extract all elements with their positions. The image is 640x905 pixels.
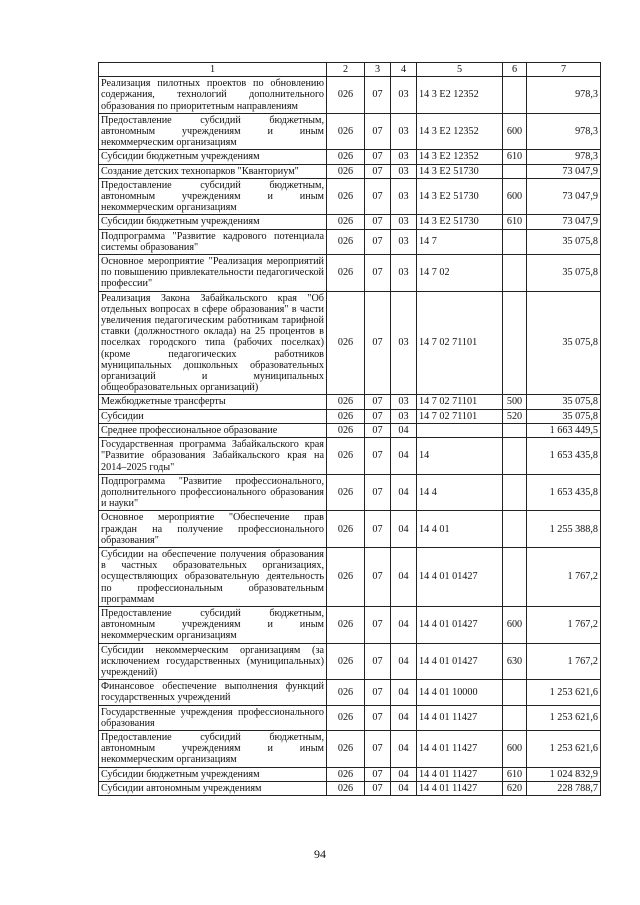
row-subsection: 04 <box>391 781 417 795</box>
row-section: 07 <box>365 77 391 114</box>
row-subsection: 04 <box>391 680 417 705</box>
row-amount: 73 047,9 <box>527 164 601 178</box>
row-section: 07 <box>365 511 391 548</box>
table-header-row <box>99 63 601 77</box>
row-target-article: 14 7 02 71101 <box>417 409 503 423</box>
row-section: 07 <box>365 680 391 705</box>
row-admin-code: 026 <box>327 178 365 215</box>
row-expense-type <box>503 705 527 730</box>
row-expense-type <box>503 77 527 114</box>
row-subsection: 04 <box>391 423 417 437</box>
row-amount: 1 663 449,5 <box>527 423 601 437</box>
row-section: 07 <box>365 215 391 229</box>
row-subsection: 04 <box>391 643 417 680</box>
row-expense-type: 600 <box>503 113 527 150</box>
row-expense-type: 600 <box>503 730 527 767</box>
row-target-article: 14 7 02 71101 <box>417 291 503 395</box>
row-amount: 1 255 388,8 <box>527 511 601 548</box>
row-name: Основное мероприятие "Обеспечение прав граждан на получение профессионального образования" <box>99 511 327 548</box>
row-amount: 35 075,8 <box>527 255 601 292</box>
row-section: 07 <box>365 255 391 292</box>
row-subsection: 03 <box>391 215 417 229</box>
table-row <box>99 178 601 215</box>
row-admin-code: 026 <box>327 705 365 730</box>
row-amount: 978,3 <box>527 77 601 114</box>
row-section: 07 <box>365 643 391 680</box>
row-section: 07 <box>365 781 391 795</box>
table-row <box>99 705 601 730</box>
table-row <box>99 767 601 781</box>
header-cell: 3 <box>365 63 391 77</box>
row-target-article: 14 3 Е2 51730 <box>417 164 503 178</box>
table-body <box>99 77 601 796</box>
row-subsection: 04 <box>391 474 417 511</box>
row-expense-type: 500 <box>503 395 527 409</box>
row-admin-code: 026 <box>327 395 365 409</box>
row-name: Субсидии некоммерческим организациям (за исключением государственных (муниципальных) учреждений) <box>99 643 327 680</box>
row-target-article: 14 4 01 10000 <box>417 680 503 705</box>
row-target-article: 14 4 01 01427 <box>417 606 503 643</box>
row-amount: 35 075,8 <box>527 395 601 409</box>
row-section: 07 <box>365 438 391 475</box>
table-row <box>99 229 601 254</box>
header-cell: 4 <box>391 63 417 77</box>
row-name: Предоставление субсидий бюджетным, автономным учреждениям и иным некоммерческим организациям <box>99 606 327 643</box>
row-admin-code: 026 <box>327 113 365 150</box>
row-admin-code: 026 <box>327 730 365 767</box>
header-cell: 1 <box>99 63 327 77</box>
row-name: Основное мероприятие "Реализация мероприятий по повышению привлекательности педагогической профессии" <box>99 255 327 292</box>
table-row <box>99 113 601 150</box>
table-row <box>99 150 601 164</box>
row-subsection: 04 <box>391 730 417 767</box>
row-target-article: 14 3 Е2 12352 <box>417 113 503 150</box>
row-expense-type: 600 <box>503 606 527 643</box>
table-row <box>99 474 601 511</box>
row-admin-code: 026 <box>327 229 365 254</box>
table-row <box>99 781 601 795</box>
table-row <box>99 255 601 292</box>
row-subsection: 04 <box>391 438 417 475</box>
row-section: 07 <box>365 730 391 767</box>
row-name: Реализация пилотных проектов по обновлению содержания, технологий дополнительного образования по приоритетным направлениям <box>99 77 327 114</box>
row-name: Финансовое обеспечение выполнения функций государственных учреждений <box>99 680 327 705</box>
table-row <box>99 215 601 229</box>
row-amount: 1 653 435,8 <box>527 438 601 475</box>
row-expense-type <box>503 511 527 548</box>
row-expense-type <box>503 438 527 475</box>
row-subsection: 04 <box>391 547 417 606</box>
row-subsection: 03 <box>391 395 417 409</box>
row-admin-code: 026 <box>327 255 365 292</box>
row-expense-type <box>503 680 527 705</box>
row-name: Субсидии <box>99 409 327 423</box>
row-amount: 1 653 435,8 <box>527 474 601 511</box>
row-expense-type: 610 <box>503 150 527 164</box>
row-subsection: 04 <box>391 606 417 643</box>
table-row <box>99 291 601 395</box>
row-section: 07 <box>365 423 391 437</box>
budget-table <box>98 62 601 796</box>
row-section: 07 <box>365 291 391 395</box>
row-name: Реализация Закона Забайкальского края "Об отдельных вопросах в сфере образования" в части увеличения педагогическим работникам тарифной ставки (должностного оклада) на 25 процентов в поселках городского типа (рабочих поселках) (кроме педагогических работников муниципальных дошкольных образовательных организаций и муниципальных общеобразовательных организаций) <box>99 291 327 395</box>
row-amount: 35 075,8 <box>527 291 601 395</box>
row-section: 07 <box>365 474 391 511</box>
row-expense-type <box>503 474 527 511</box>
row-subsection: 03 <box>391 113 417 150</box>
row-section: 07 <box>365 164 391 178</box>
row-target-article: 14 4 01 11427 <box>417 767 503 781</box>
row-subsection: 03 <box>391 291 417 395</box>
row-admin-code: 026 <box>327 680 365 705</box>
row-admin-code: 026 <box>327 409 365 423</box>
row-subsection: 03 <box>391 409 417 423</box>
row-subsection: 03 <box>391 255 417 292</box>
row-admin-code: 026 <box>327 643 365 680</box>
row-amount: 978,3 <box>527 113 601 150</box>
row-admin-code: 026 <box>327 767 365 781</box>
row-target-article: 14 3 Е2 51730 <box>417 215 503 229</box>
table-row <box>99 680 601 705</box>
row-section: 07 <box>365 229 391 254</box>
row-target-article: 14 3 Е2 12352 <box>417 77 503 114</box>
row-name: Субсидии бюджетным учреждениям <box>99 215 327 229</box>
row-amount: 1 024 832,9 <box>527 767 601 781</box>
page-number: 94 <box>314 847 326 861</box>
row-amount: 1 253 621,6 <box>527 680 601 705</box>
row-admin-code: 026 <box>327 438 365 475</box>
row-expense-type: 630 <box>503 643 527 680</box>
row-amount: 73 047,9 <box>527 215 601 229</box>
table-row <box>99 423 601 437</box>
header-cell: 2 <box>327 63 365 77</box>
row-admin-code: 026 <box>327 150 365 164</box>
row-expense-type <box>503 291 527 395</box>
row-admin-code: 026 <box>327 474 365 511</box>
row-admin-code: 026 <box>327 423 365 437</box>
header-cell: 7 <box>527 63 601 77</box>
row-admin-code: 026 <box>327 547 365 606</box>
row-target-article: 14 7 <box>417 229 503 254</box>
row-amount: 1 767,2 <box>527 547 601 606</box>
row-target-article: 14 4 01 11427 <box>417 705 503 730</box>
row-amount: 35 075,8 <box>527 409 601 423</box>
row-amount: 1 253 621,6 <box>527 705 601 730</box>
table-row <box>99 511 601 548</box>
row-name: Государственная программа Забайкальского края "Развитие образования Забайкальского края на 2014–2025 годы" <box>99 438 327 475</box>
row-subsection: 04 <box>391 767 417 781</box>
row-name: Предоставление субсидий бюджетным, автономным учреждениям и иным некоммерческим организациям <box>99 178 327 215</box>
row-expense-type <box>503 229 527 254</box>
table-row <box>99 395 601 409</box>
row-name: Субсидии бюджетным учреждениям <box>99 150 327 164</box>
table-row <box>99 164 601 178</box>
table-row <box>99 77 601 114</box>
row-name: Межбюджетные трансферты <box>99 395 327 409</box>
table-row <box>99 438 601 475</box>
row-subsection: 03 <box>391 178 417 215</box>
row-section: 07 <box>365 395 391 409</box>
row-expense-type <box>503 255 527 292</box>
row-expense-type <box>503 423 527 437</box>
row-expense-type <box>503 164 527 178</box>
row-amount: 73 047,9 <box>527 178 601 215</box>
row-subsection: 03 <box>391 164 417 178</box>
row-section: 07 <box>365 767 391 781</box>
row-amount: 1 767,2 <box>527 643 601 680</box>
row-target-article: 14 4 01 01427 <box>417 547 503 606</box>
row-name: Субсидии на обеспечение получения образования в частных образовательных организациях, осуществляющих образовательную деятельность по профессиональным образовательным программам <box>99 547 327 606</box>
row-target-article: 14 7 02 71101 <box>417 395 503 409</box>
table-row <box>99 547 601 606</box>
row-section: 07 <box>365 150 391 164</box>
row-amount: 978,3 <box>527 150 601 164</box>
row-target-article <box>417 423 503 437</box>
row-expense-type: 610 <box>503 767 527 781</box>
row-name: Субсидии автономным учреждениям <box>99 781 327 795</box>
row-admin-code: 026 <box>327 164 365 178</box>
row-subsection: 03 <box>391 150 417 164</box>
row-target-article: 14 3 Е2 12352 <box>417 150 503 164</box>
table-row <box>99 730 601 767</box>
row-amount: 228 788,7 <box>527 781 601 795</box>
row-expense-type: 520 <box>503 409 527 423</box>
row-admin-code: 026 <box>327 511 365 548</box>
row-target-article: 14 3 Е2 51730 <box>417 178 503 215</box>
row-expense-type: 600 <box>503 178 527 215</box>
header-cell: 5 <box>417 63 503 77</box>
row-admin-code: 026 <box>327 291 365 395</box>
row-admin-code: 026 <box>327 77 365 114</box>
row-admin-code: 026 <box>327 781 365 795</box>
row-section: 07 <box>365 547 391 606</box>
row-subsection: 04 <box>391 511 417 548</box>
row-name: Среднее профессиональное образование <box>99 423 327 437</box>
row-name: Государственные учреждения профессионального образования <box>99 705 327 730</box>
row-expense-type: 620 <box>503 781 527 795</box>
row-section: 07 <box>365 705 391 730</box>
table-row <box>99 606 601 643</box>
row-expense-type <box>503 547 527 606</box>
row-subsection: 03 <box>391 229 417 254</box>
row-name: Создание детских технопарков "Кванториум" <box>99 164 327 178</box>
row-target-article: 14 7 02 <box>417 255 503 292</box>
row-name: Предоставление субсидий бюджетным, автономным учреждениям и иным некоммерческим организациям <box>99 113 327 150</box>
row-target-article: 14 4 01 11427 <box>417 781 503 795</box>
row-section: 07 <box>365 178 391 215</box>
row-expense-type: 610 <box>503 215 527 229</box>
row-target-article: 14 <box>417 438 503 475</box>
table-row <box>99 643 601 680</box>
row-target-article: 14 4 <box>417 474 503 511</box>
header-cell: 6 <box>503 63 527 77</box>
row-name: Подпрограмма "Развитие профессионального, дополнительного профессионального образования и науки" <box>99 474 327 511</box>
row-section: 07 <box>365 606 391 643</box>
row-section: 07 <box>365 113 391 150</box>
row-name: Предоставление субсидий бюджетным, автономным учреждениям и иным некоммерческим организациям <box>99 730 327 767</box>
row-target-article: 14 4 01 <box>417 511 503 548</box>
row-target-article: 14 4 01 11427 <box>417 730 503 767</box>
row-amount: 1 253 621,6 <box>527 730 601 767</box>
row-name: Субсидии бюджетным учреждениям <box>99 767 327 781</box>
row-subsection: 03 <box>391 77 417 114</box>
row-subsection: 04 <box>391 705 417 730</box>
row-section: 07 <box>365 409 391 423</box>
row-amount: 35 075,8 <box>527 229 601 254</box>
row-name: Подпрограмма "Развитие кадрового потенциала системы образования" <box>99 229 327 254</box>
row-amount: 1 767,2 <box>527 606 601 643</box>
table-row <box>99 409 601 423</box>
row-target-article: 14 4 01 01427 <box>417 643 503 680</box>
row-admin-code: 026 <box>327 606 365 643</box>
row-admin-code: 026 <box>327 215 365 229</box>
